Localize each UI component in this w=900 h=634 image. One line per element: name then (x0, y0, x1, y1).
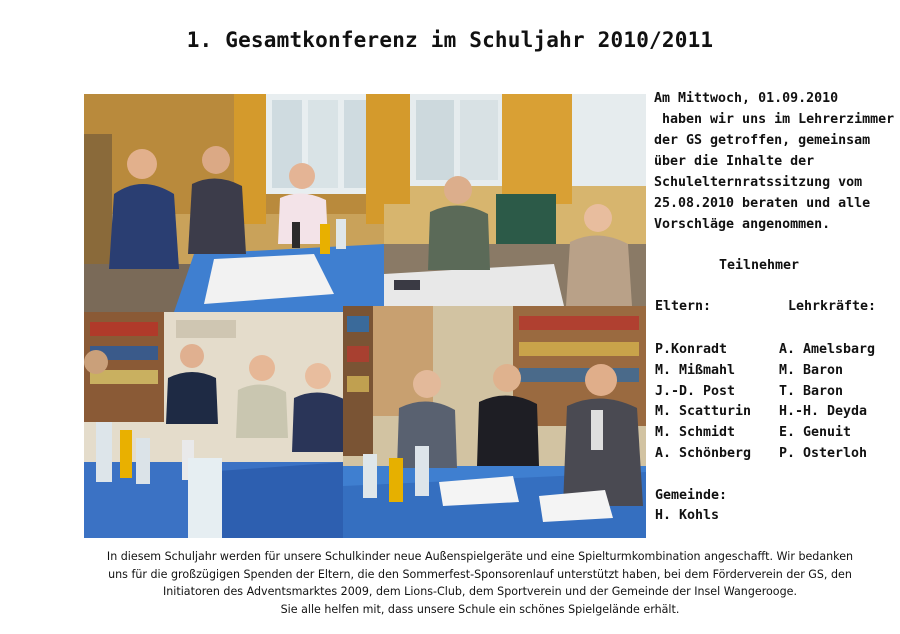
photo-collage (84, 94, 646, 538)
footer-line: uns für die großzügigen Spenden der Eltern, die den Sommerfest-Sponsorenlauf unterstützt haben, bei dem Förderverein der GS, den (108, 567, 852, 581)
parent-name: M. Scatturin (655, 404, 752, 420)
meeting-photo-3 (84, 312, 346, 538)
parents-list (655, 340, 751, 465)
intro-text (654, 88, 894, 235)
participants-heading: Teilnehmer (719, 258, 800, 273)
footer-line: Sie alle helfen mit, dass unsere Schule ein schönes Spielgelände erhält. (280, 602, 680, 616)
teachers-label: Lehrkräfte: (788, 299, 877, 314)
page-title: 1. Gesamtkonferenz im Schuljahr 2010/2011 (186, 28, 714, 52)
parent-name: J.-D. Post (655, 383, 736, 399)
teacher-name: P. Osterloh (779, 445, 868, 461)
intro-line: Schulelternratssitzung vom (654, 175, 863, 190)
municipality-label: Gemeinde: (655, 488, 728, 503)
teachers-list (779, 340, 875, 465)
intro-line: über die Inhalte der (654, 154, 815, 169)
teacher-name: T. Baron (779, 383, 844, 399)
parent-name: P.Konradt (655, 342, 728, 357)
footer-line: In diesem Schuljahr werden für unsere Schulkinder neue Außenspielgeräte und eine Spielturmkombination angeschafft. Wir bedanken (106, 550, 854, 563)
parents-label: Eltern: (655, 299, 712, 314)
parent-name: A. Schönberg (655, 445, 752, 461)
teacher-name: M. Baron (779, 362, 844, 378)
meeting-photo-4 (343, 306, 646, 538)
meeting-photo-1 (84, 94, 384, 312)
intro-line: 25.08.2010 beraten und alle (654, 196, 871, 211)
meeting-photo-2 (384, 94, 646, 306)
municipality-name: H. Kohls (655, 508, 720, 523)
teacher-name: A. Amelsbarg (779, 342, 876, 357)
footer-text (60, 548, 900, 618)
intro-line: haben wir uns im Lehrerzimmer (654, 112, 894, 127)
intro-line: der GS getroffen, gemeinsam (654, 133, 871, 148)
teacher-name: E. Genuit (779, 425, 852, 441)
parent-name: M. Mißmahl (655, 362, 736, 378)
intro-line: Am Mittwoch, 01.09.2010 (654, 91, 839, 106)
teacher-name: H.-H. Deyda (779, 404, 868, 420)
footer-line: Initiatoren des Adventsmarktes 2009, dem Lions-Club, dem Sportverein und der Gemeinde der Insel Wangerooge. (162, 585, 797, 598)
parent-name: M. Schmidt (655, 425, 736, 441)
intro-line: Vorschläge angenommen. (654, 217, 831, 232)
